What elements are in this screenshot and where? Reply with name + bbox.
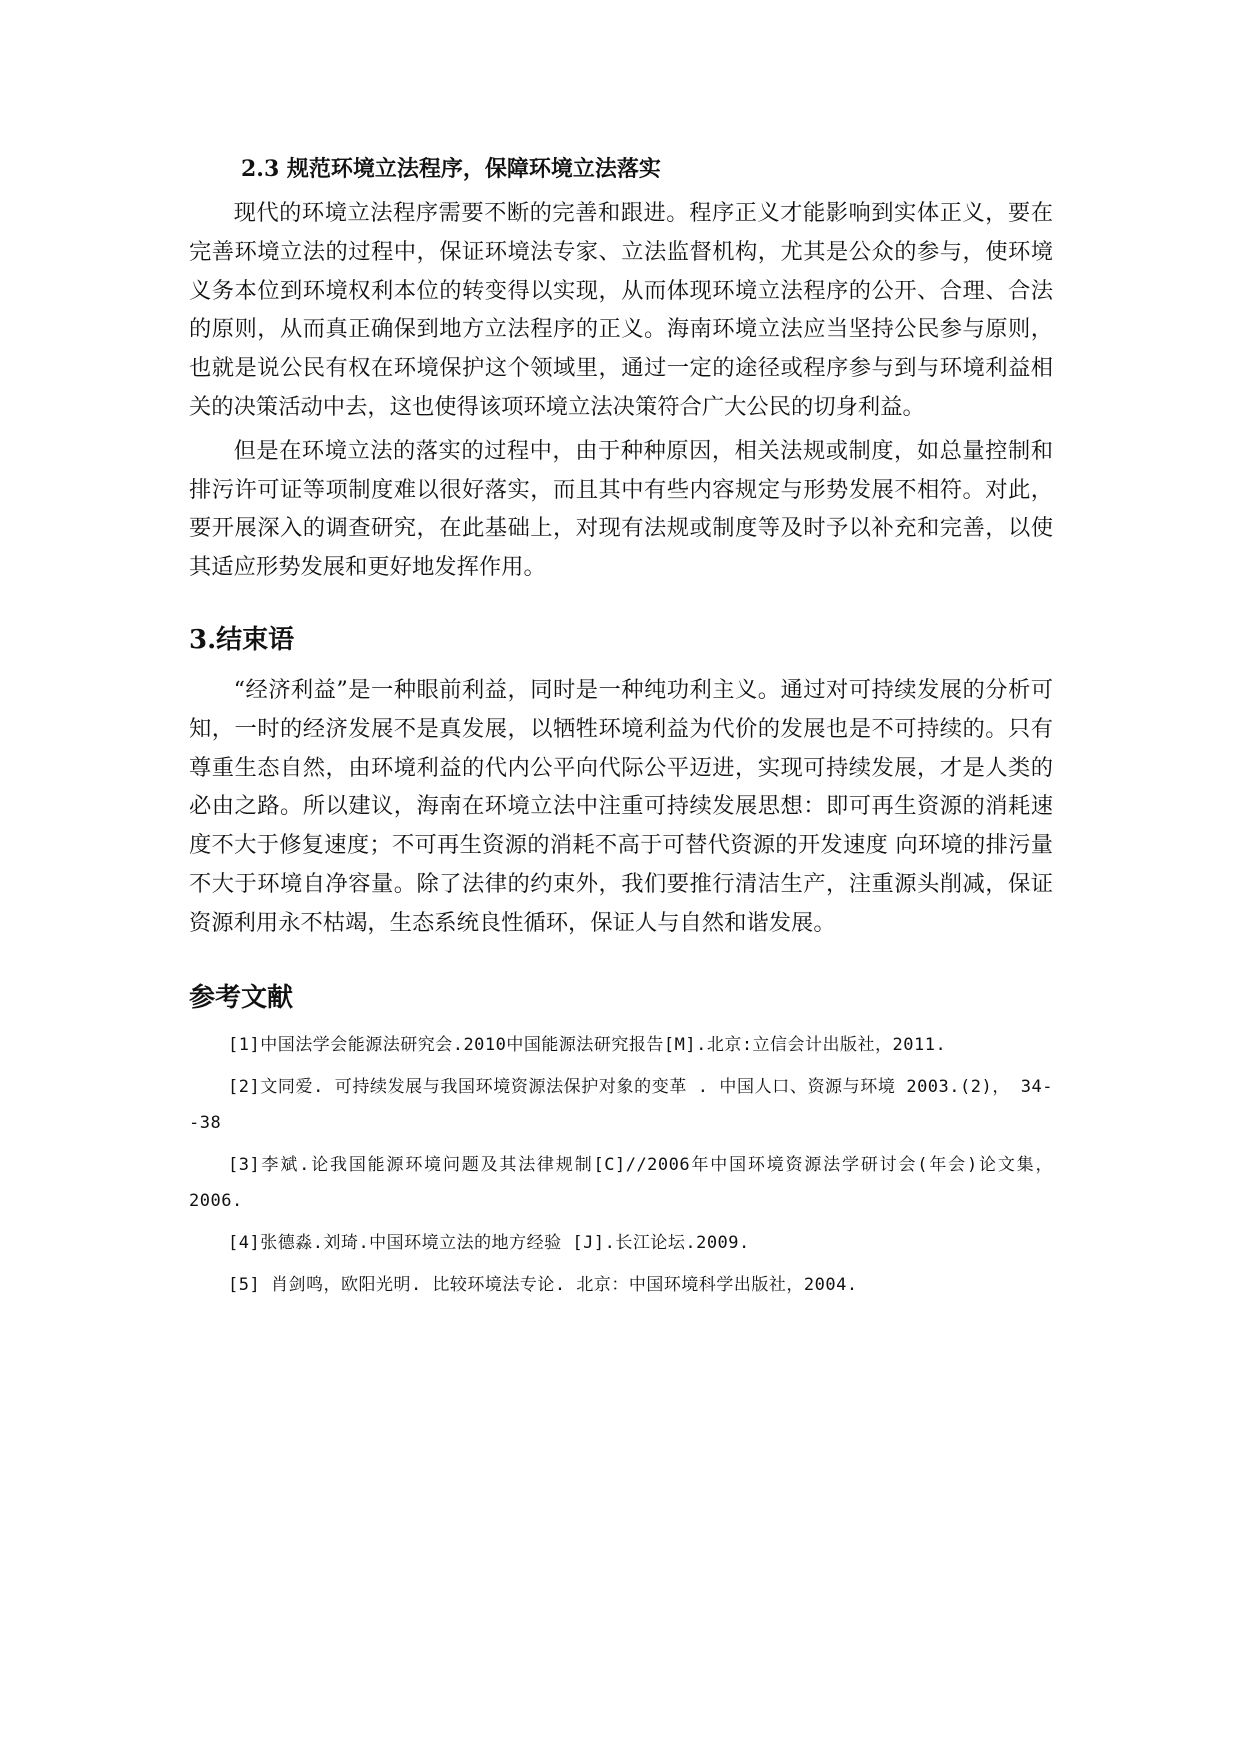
references-heading: 参考文献 (189, 982, 294, 1013)
page-content (189, 152, 1053, 1309)
reference-item-4: [4]张德淼.刘琦.中国环境立法的地方经验 [J].长江论坛.2009. (228, 1232, 750, 1253)
section-2-3-paragraph-2: 但是在环境立法的落实的过程中，由于种种原因，相关法规或制度，如总量控制和排污许可证等项制度难以很好落实，而且其中有些内容规定与形势发展不相符。对此，要开展深入的调查研究，在此基础上，对现有法规或制度等及时予以补充和完善，以使其适应形势发展和更好地发挥作用。 (189, 437, 1053, 581)
reference-item-5: [5] 肖剑鸣，欧阳光明. 比较环境法专论. 北京：中国环境科学出版社，2004. (228, 1274, 858, 1295)
reference-item-1: [1]中国法学会能源法研究会.2010中国能源法研究报告[M].北京:立信会计出版社，2011. (228, 1034, 947, 1055)
section-2-3-paragraph-1: 现代的环境立法程序需要不断的完善和跟进。程序正义才能影响到实体正义，要在完善环境立法的过程中，保证环境法专家、立法监督机构，尤其是公众的参与，使环境义务本位到环境权利本位的转变得以实现，从而体现环境立法程序的公开、合理、合法的原则，从而真正确保到地方立法程序的正义。海南环境立法应当坚持公民参与原则，也就是说公民有权在环境保护这个领域里，通过一定的途径或程序参与到与环境利益相关的决策活动中去，这也使得该项环境立法决策符合广大公民的切身利益。 (189, 200, 1053, 420)
section-3-heading: 3.结束语 (189, 624, 295, 655)
reference-item-3: [3]李斌.论我国能源环境问题及其法律规制[C]//2006年中国环境资源法学研讨会(年会)论文集，2006. (189, 1154, 1053, 1211)
reference-item-2: [2]文同爱. 可持续发展与我国环境资源法保护对象的变革 . 中国人口、资源与环境 2003.(2)， 34--38 (189, 1076, 1053, 1133)
section-3-paragraph-1: “经济利益”是一种眼前利益，同时是一种纯功利主义。通过对可持续发展的分析可知，一时的经济发展不是真发展，以牺牲环境利益为代价的发展也是不可持续的。只有尊重生态自然，由环境利益的代内公平向代际公平迈进，实现可持续发展，才是人类的必由之路。所以建议，海南在环境立法中注重可持续发展思想：即可再生资源的消耗速度不大于修复速度；不可再生资源的消耗不高于可替代资源的开发速度 向环境的排污量不大于环境自净容量。除了法律的约束外，我们要推行清洁生产，注重源头削减，保证资源利用永不枯竭，生态系统良性循环，保证人与自然和谐发展。 (189, 676, 1053, 936)
references-list (189, 1027, 1053, 1303)
section-2-3-heading: 2.3 规范环境立法程序，保障环境立法落实 (241, 156, 661, 182)
